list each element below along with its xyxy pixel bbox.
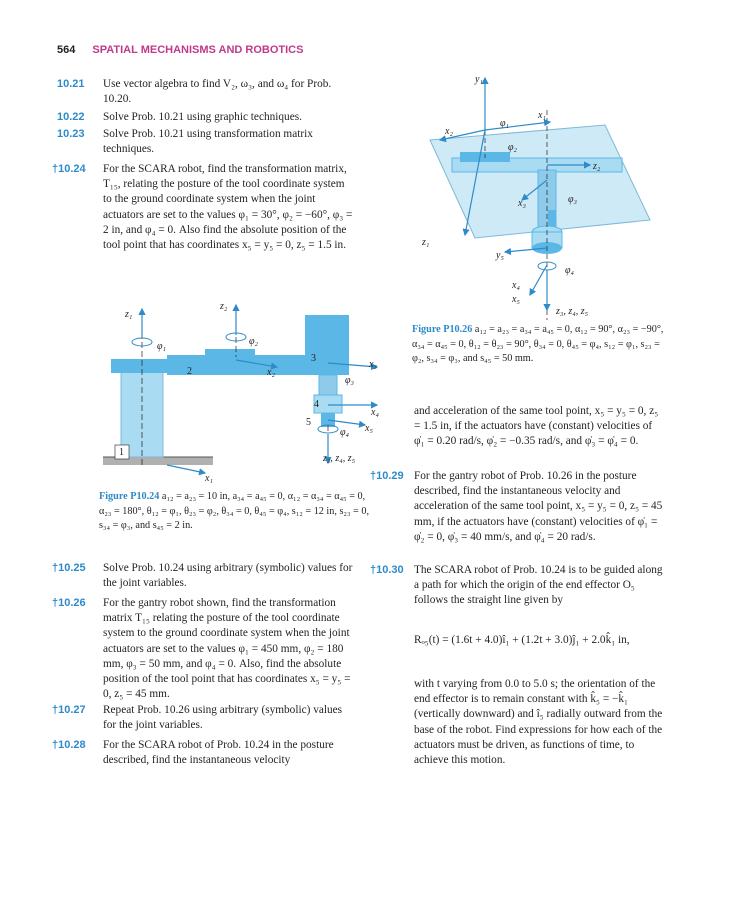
problem-number: 10.22 [57,111,85,123]
problem-number: †10.29 [370,470,404,482]
label-x3: x₃ [369,359,377,370]
label-x2: x₂ [267,367,275,378]
label-x3: x₃ [518,198,526,209]
label-x4: x₄ [371,407,379,418]
problem-text: with t varying from 0.0 to 5.0 s; the orientation of the end effector is to remain constant with k̂₅ = −k̂₁ (vertically downward) and î₅ radially outward from the base of the robot. Find expressions for how each of the actuators must be driven, as functions of time, to achieve this motion. [414,678,663,767]
equation-path: Rₒ₅(t) = (1.6t + 4.0)î₁ + (1.2t + 3.0)ĵ₁ + 2.0k̂₁ in, [414,634,630,646]
label-z2: z₂ [593,161,601,172]
label-phi1: φ₁ [157,341,167,352]
problem-number: †10.27 [52,704,86,716]
problem-number: 10.21 [57,78,85,90]
label-2: 2 [187,366,192,377]
link-3 [305,315,349,375]
problem-text: For the gantry robot of Prob. 10.26 in the posture described, find the instantaneous velocity and acceleration of the same tool point, x₅ = y₅ = 0, z₅ = 45 mm, if the actuators have (constant) velocities of φ̇₁ = φ̇₂ = 0, φ̇₃ = 40 mm/s, and φ̇₄ = 20 rad/s. [414,470,663,543]
label-z345: z₃, z₄, z₅ [323,453,356,464]
problem-text: and acceleration of the same tool point, x₅ = y₅ = 0, z₅ = 1.5 in, if the actuators have (constant) velocities of φ̇₁ = 0.20 rad/s, φ̇₂ = −0.35 rad/s, and φ̇₃ = φ̇₄ = 0. [414,405,659,448]
label-z345: z₃, z₄, z₅ [556,306,589,317]
figure-p10-24 [95,295,385,490]
problem-text: For the gantry robot shown, find the transformation matrix T₁₅ relating the posture of the tool coordinate system to the ground coordinate system when the joint actuators are set to the values φ₁ = 450 mm, φ₂ = 180 mm, φ₃ = 50 mm, and φ₄ = 0. Also, find the absolute position of the tool point that has coordinates x₅ = y₅ = 0, z₅ = 45 mm. [103,597,351,701]
label-phi2: φ₂ [249,336,259,347]
problem-text: For the SCARA robot, find the transformation matrix, T₁₅, relating the posture of the tool coordinate system to the ground coordinate system when the joint actuators are set to the values φ₁ = 30°, φ₂ = −60°, φ₃ = 2 in, and φ₄ = 0. Also find the absolute position of the tool point that has coordinates x₅ = y₅ = 0, z₅ = 1.5 in. [103,163,353,252]
chapter-title: SPATIAL MECHANISMS AND ROBOTICS [92,44,304,56]
label-z1: z₁ [422,237,430,248]
page-number: 564 [57,44,76,56]
label-phi4: φ₄ [565,265,575,276]
label-x5: x₅ [512,294,520,305]
label-phi4: φ₄ [340,427,350,438]
label-z2: z₂ [220,301,228,312]
running-header [57,44,303,56]
problem-number: †10.24 [52,163,86,175]
label-x1: x₁ [205,473,213,484]
label-5: 5 [306,417,311,428]
label-1: 1 [119,447,124,458]
problem-text: Solve Prob. 10.21 using transformation matrix techniques. [103,128,313,156]
label-y5: y₅ [496,250,504,261]
label-x5: x₅ [365,423,373,434]
label-y1: y₁ [475,74,483,85]
label-phi3: φ₃ [568,194,578,205]
label-x1: x₁ [538,110,546,121]
problem-number: †10.30 [370,564,404,576]
caption-label: Figure P10.26 [412,324,473,335]
problem-number: †10.26 [52,597,86,609]
label-4: 4 [314,399,319,410]
caption-text: a₁₂ = a₂₃ = a₃₄ = a₄₅ = 0, α₁₂ = 90°, α₂₃ = −90°, α₃₄ = α₄₅ = 0, θ₁₂ = θ₂₃ = 90°, θ₃₄ = 0, θ₄₅ = φ₄, s₁₂ = φ₁, s₂₃ = φ₂, s₃₄ = φ₃, and s₄₅ = 50 mm. [412,324,664,364]
label-phi3: φ₃ [345,375,355,386]
problem-number: 10.23 [57,128,85,140]
label-phi2: φ₂ [508,142,518,153]
problem-text: Solve Prob. 10.24 using arbitrary (symbolic) values for the joint variables. [103,562,353,590]
figure-p10-26 [410,70,660,320]
label-phi1: φ₁ [500,118,510,129]
caption-text: a₁₂ = a₂₃ = 10 in, a₃₄ = a₄₅ = 0, α₁₂ = α₃₄ = α₄₅ = 0, α₂₃ = 180°, θ₁₂ = φ₁, θ₂₃ = φ₂, θ₃₄ = 0, θ₄₅ = φ₄, s₁₂ = 12 in, s₂₃ = 0, s₃₄ = φ₃, and s₄₅ = 2 in. [99,491,369,531]
label-x4: x₄ [512,280,520,291]
problem-number: †10.28 [52,739,86,751]
problem-text: For the SCARA robot of Prob. 10.24 in the posture described, find the instantaneous velocity [103,739,334,767]
label-z1: z₁ [125,309,133,320]
problem-text: Repeat Prob. 10.26 using arbitrary (symbolic) values for the joint variables. [103,704,343,732]
problem-text: The SCARA robot of Prob. 10.24 is to be guided along a path for which the origin of the end effector O₅ follows the straight line given by [414,564,663,607]
caption-p10-26 [412,323,672,367]
label-3: 3 [311,353,316,364]
problem-number: †10.25 [52,562,86,574]
caption-label: Figure P10.24 [99,491,160,502]
label-x2: x₂ [445,126,453,137]
caption-p10-24 [99,490,369,534]
problem-text: Use vector algebra to find V₂, ω₃, and ω₄ for Prob. 10.20. [103,78,332,106]
problem-text: Solve Prob. 10.21 using graphic techniques. [103,111,302,123]
